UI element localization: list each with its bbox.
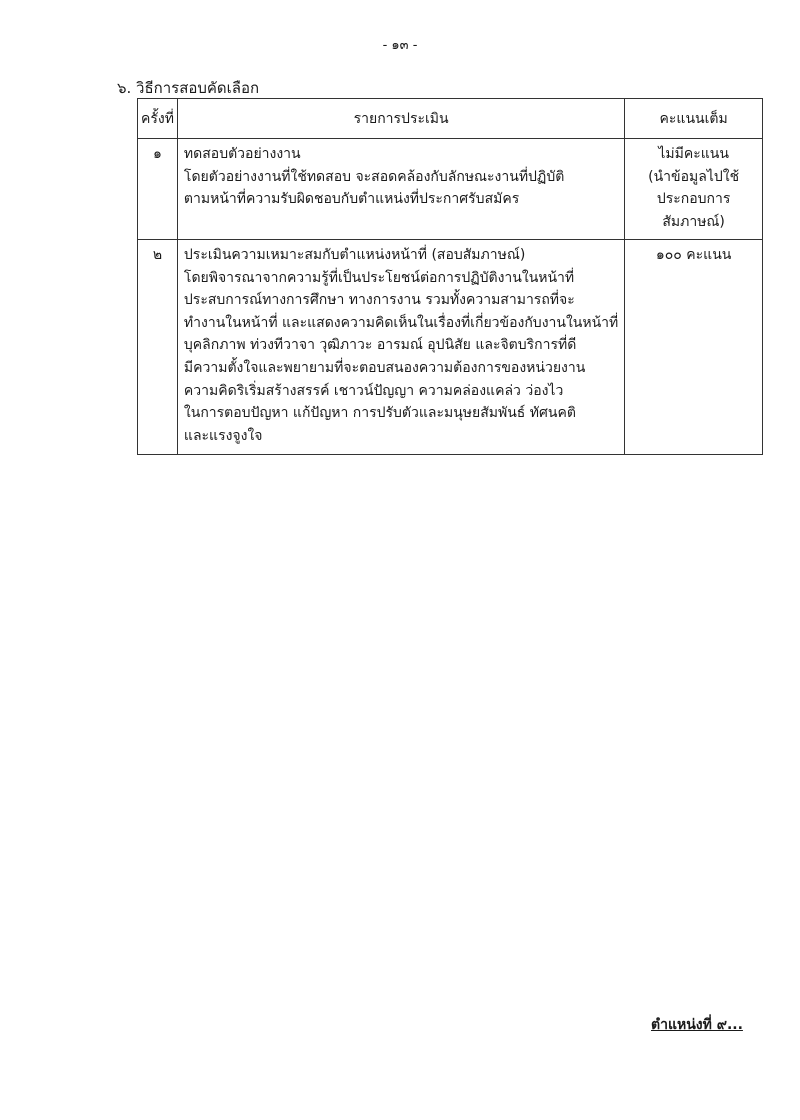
score-line: สัมภาษณ์) <box>662 213 725 230</box>
description-line: ประเมินความเหมาะสมกับตำแหน่งหน้าที่ (สอบสัมภาษณ์) <box>183 247 526 263</box>
score-line: ๑๐๐ คะแนน <box>655 247 732 263</box>
full-score <box>625 240 763 455</box>
description-line: มีความตั้งใจและพยายามที่จะตอบสนองความต้องการของหน่วยงาน <box>183 359 586 376</box>
row-number: ๒ <box>138 240 178 455</box>
row-number: ๑ <box>138 139 178 240</box>
description-line: ตามหน้าที่ความรับผิดชอบกับตำแหน่งที่ประกาศรับสมัคร <box>183 191 520 208</box>
header-assessment-item: รายการประเมิน <box>177 99 624 139</box>
header-round: ครั้งที่ <box>138 99 178 139</box>
description-line: ทดสอบตัวอย่างงาน <box>183 146 301 162</box>
description-line: ประสบการณ์ทางการศึกษา ทางการงาน รวมทั้งความสามารถที่จะ <box>183 292 575 309</box>
score-line: (นำข้อมูลไปใช้ <box>648 168 740 185</box>
description-line: โดยตัวอย่างงานที่ใช้ทดสอบ จะสอดคล้องกับลักษณะงานที่ปฏิบัติ <box>183 168 565 185</box>
description-line: บุคลิกภาพ ท่วงทีวาจา วุฒิภาวะ อารมณ์ อุปนิสัย และจิตบริการที่ดี <box>183 337 577 354</box>
header-full-score: คะแนนเต็ม <box>625 99 763 139</box>
description-line: โดยพิจารณาจากความรู้ที่เป็นประโยชน์ต่อการปฏิบัติงานในหน้าที่ <box>183 269 575 286</box>
full-score <box>625 139 763 240</box>
assessment-description <box>177 139 624 240</box>
table-row <box>138 139 763 240</box>
description-line: และแรงจูงใจ <box>183 427 263 444</box>
description-line: ในการตอบปัญหา แก้ปัญหา การปรับตัวและมนุษยสัมพันธ์ ทัศนคติ <box>183 405 576 422</box>
continuation-note: ตำแหน่งที่ ๙... <box>651 1017 743 1033</box>
assessment-description <box>177 240 624 455</box>
description-line: ความคิดริเริ่มสร้างสรรค์ เชาวน์ปัญญา ความคล่องแคล่ว ว่องไว <box>183 382 564 399</box>
page-number: - ๑๓ - <box>382 38 418 53</box>
table-row <box>138 240 763 455</box>
section-heading: ๖. วิธีการสอบคัดเลือก <box>117 79 260 97</box>
score-line: ประกอบการ <box>656 191 731 208</box>
table-header-row <box>138 99 763 139</box>
score-line: ไม่มีคะแนน <box>658 146 729 162</box>
description-line: ทำงานในหน้าที่ และแสดงความคิดเห็นในเรื่องที่เกี่ยวข้องกับงานในหน้าที่ <box>183 314 619 331</box>
selection-method-table <box>137 98 763 455</box>
